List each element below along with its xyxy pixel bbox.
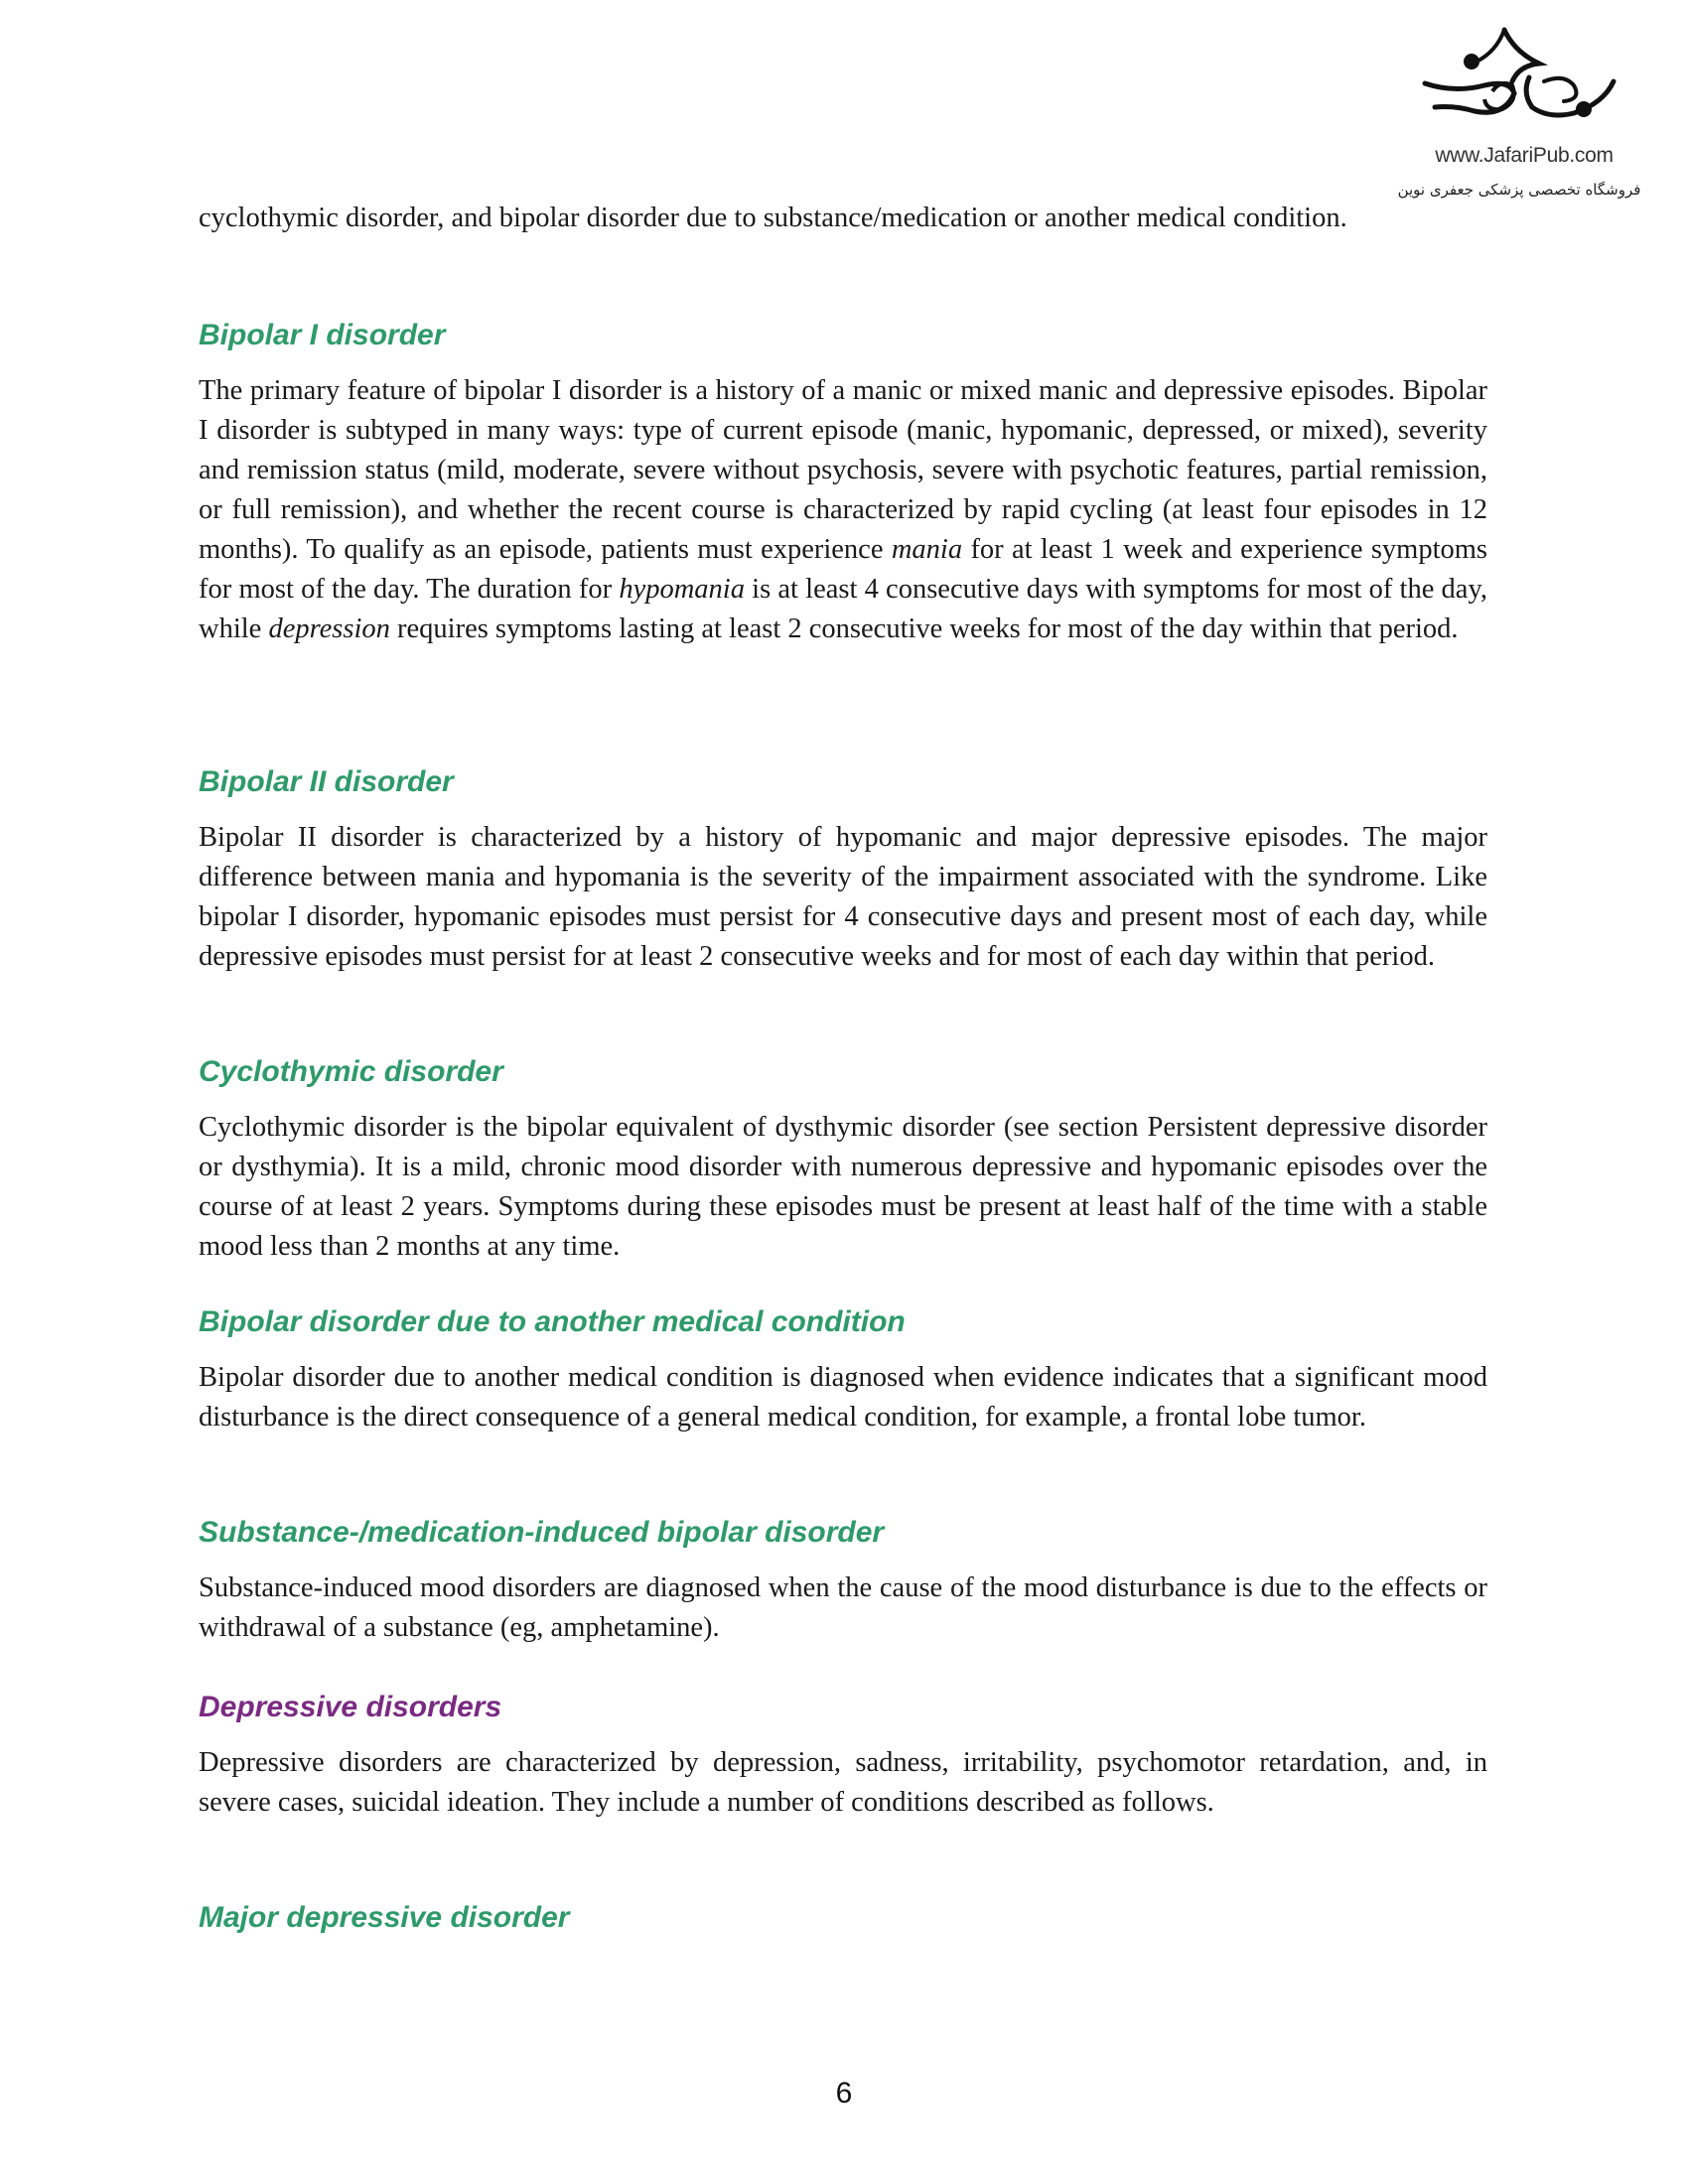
text-run: requires symptoms lasting at least 2 consecutive weeks for most of the day within that period. (389, 614, 1459, 644)
section-bipolar-i (199, 316, 1487, 355)
italic-term-depression: depression (268, 614, 390, 644)
paragraph-bipolar-i (199, 371, 1487, 649)
section-depressive-disorders (199, 1688, 1487, 1727)
section-bipolar-ii (199, 762, 1487, 802)
subheading-cyclothymic: Cyclothymic disorder (199, 1055, 503, 1088)
text-run: The primary feature of bipolar I disorder is a history of a manic or mixed manic and depressive episodes. Bipolar I disorder is subtyped in many ways: type of current episode (manic, hypomanic, depressed, or mixed), severity and remission status (mild, moderate, severe without psychosis, severe with psychotic features, partial remission, or full remission), and whether the recent course is characterized by rapid cycling (at least four episodes in 12 months). To qualify as an episode, patients must experience (199, 375, 1487, 565)
section-cyclothymic (199, 1052, 1487, 1092)
section-medical-condition (199, 1302, 1487, 1342)
subheading-medical-condition: Bipolar disorder due to another medical condition (199, 1305, 906, 1338)
paragraph-bipolar-ii: Bipolar II disorder is characterized by a history of hypomanic and major depressive episodes. The major difference between mania and hypomania is the severity of the impairment associated with the syndrome. Like bipolar I disorder, hypomanic episodes must persist for 4 consecutive days and present most of each day, while depressive episodes must persist for at least 2 consecutive weeks and for most of each day within that period. (199, 822, 1487, 972)
intro-block (199, 199, 1487, 238)
logo-url-text: www.JafariPub.com (1435, 144, 1614, 167)
medical-condition-body (199, 1358, 1487, 1437)
publisher-logo (1390, 22, 1658, 199)
logo-tagline: فروشگاه تخصصی پزشکی جعفری نوین (1397, 181, 1641, 199)
italic-term-mania: mania (891, 534, 963, 565)
subheading-bipolar-i: Bipolar I disorder (199, 319, 446, 351)
bipolar-i-body (199, 371, 1487, 649)
subheading-major-depressive: Major depressive disorder (199, 1901, 570, 1934)
bipolar-ii-body (199, 818, 1487, 977)
section-major-depressive (199, 1898, 1487, 1938)
page-number: 6 (835, 2077, 853, 2110)
substance-induced-body (199, 1569, 1487, 1648)
paragraph-medical-condition: Bipolar disorder due to another medical condition is diagnosed when evidence indicates that a significant mood disturbance is the direct consequence of a general medical condition, for example, a frontal lobe tumor. (199, 1362, 1487, 1433)
paragraph-depressive-disorders: Depressive disorders are characterized by depression, sadness, irritability, psychomotor retardation, and, in severe cases, suicidal ideation. They include a number of conditions described as follows. (199, 1747, 1487, 1818)
italic-term-hypomania: hypomania (619, 574, 745, 605)
subheading-substance-induced: Substance-/medication-induced bipolar disorder (199, 1516, 885, 1549)
cyclothymic-body (199, 1108, 1487, 1267)
subheading-bipolar-ii: Bipolar II disorder (199, 765, 454, 798)
section-substance-induced (199, 1513, 1487, 1553)
text-run: is at least 4 consecutive days with symptoms for most of the day, while (199, 574, 1487, 644)
paragraph-cyclothymic: Cyclothymic disorder is the bipolar equivalent of dysthymic disorder (see section Persistent depressive disorder or dysthymia). It is a mild, chronic mood disorder with numerous depressive and hypomanic episodes over the course of at least 2 years. Symptoms during these episodes must be present at least half of the time with a stable mood less than 2 months at any time. (199, 1112, 1487, 1262)
intro-paragraph: cyclothymic disorder, and bipolar disorder due to substance/medication or another medical condition. (199, 203, 1347, 233)
heading-depressive-disorders: Depressive disorders (199, 1691, 502, 1723)
calligraphy-logo-icon (1415, 22, 1623, 121)
depressive-body (199, 1743, 1487, 1823)
text-run: for at least 1 week and experience symptoms for most of the day. The duration for (199, 534, 1488, 605)
paragraph-substance-induced: Substance-induced mood disorders are diagnosed when the cause of the mood disturbance is due to the effects or withdrawal of a substance (eg, amphetamine). (199, 1572, 1487, 1643)
